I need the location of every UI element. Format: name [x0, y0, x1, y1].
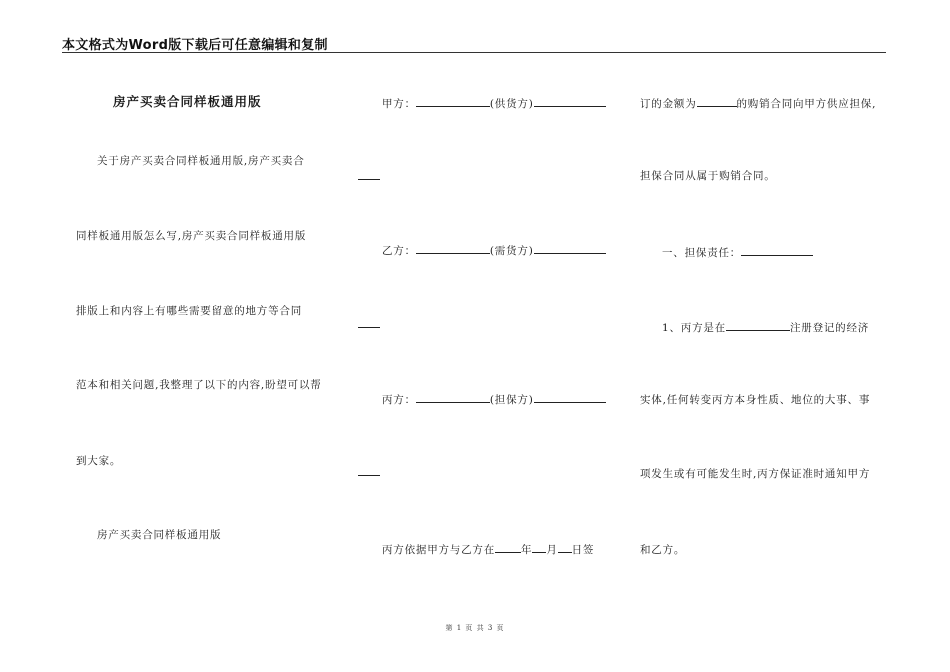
party-c-line: [382, 391, 606, 407]
party-b-role: (需货方): [489, 245, 534, 257]
clause-1-suffix: 注册登记的经济: [789, 322, 870, 334]
clause-1-line-2: 实体,任何转变丙方本身性质、地位的大事、事: [640, 394, 871, 406]
party-b-line: [382, 242, 606, 258]
clause-1-line-3: 项发生或有可能发生时,丙方保证准时通知甲方: [640, 468, 871, 480]
party-c-role: (担保方): [489, 394, 534, 406]
year-label: 年: [521, 544, 533, 556]
party-a-continuation-rule: [358, 179, 380, 180]
contract-subtitle: 房产买卖合同样板通用版: [97, 529, 222, 541]
intro-line-5: 到大家。: [76, 455, 122, 467]
party-c-label: 丙方：: [382, 394, 416, 406]
year-blank: [495, 541, 521, 553]
party-b-blank-2: [534, 242, 606, 254]
party-b-label: 乙方：: [382, 245, 416, 257]
guarantee-date-line: [382, 541, 594, 557]
party-c-name-blank: [416, 391, 490, 403]
subordinate-contract-line: 担保合同从属于购销合同。: [640, 170, 776, 182]
party-a-line: [382, 95, 606, 111]
header-divider: [62, 52, 886, 53]
party-a-role: (供货方): [489, 98, 534, 110]
amount-line: [640, 95, 876, 111]
month-label: 月: [546, 544, 558, 556]
document-header-banner: 本文格式为Word版下载后可任意编辑和复制: [62, 38, 328, 53]
page-number-footer: 第 1 页 共 3 页: [445, 624, 505, 632]
day-blank: [558, 541, 572, 553]
contract-title: 房产买卖合同样板通用版: [113, 94, 262, 109]
party-b-continuation-rule: [358, 327, 380, 328]
amount-blank: [697, 95, 737, 107]
responsibility-blank: [741, 244, 813, 256]
party-a-label: 甲方：: [382, 98, 416, 110]
clause-1-line-4: 和乙方。: [640, 544, 686, 556]
clause-1-prefix: 1、丙方是在: [662, 322, 726, 334]
clause-1-line-1: [662, 319, 869, 335]
intro-line-1: 关于房产买卖合同样板通用版,房产买卖合: [97, 155, 305, 167]
intro-line-3: 排版上和内容上有哪些需要留意的地方等合同: [76, 305, 302, 317]
section-1-label: 一、担保责任：: [662, 247, 742, 259]
intro-line-4: 范本和相关问题,我整理了以下的内容,盼望可以帮: [76, 379, 322, 391]
day-label: 日签: [571, 544, 595, 556]
amount-prefix: 订的金额为: [640, 98, 697, 110]
guarantee-date-prefix: 丙方依据甲方与乙方在: [382, 544, 495, 556]
party-c-blank-2: [534, 391, 606, 403]
party-c-continuation-rule: [358, 475, 380, 476]
guarantee-responsibility-heading: [662, 244, 813, 260]
amount-suffix: 的购销合同向甲方供应担保,: [736, 98, 877, 110]
intro-line-2: 同样板通用版怎么写,房产买卖合同样板通用版: [76, 230, 307, 242]
party-b-name-blank: [416, 242, 490, 254]
month-blank: [532, 541, 546, 553]
registration-place-blank: [726, 319, 790, 331]
party-a-blank-2: [534, 95, 606, 107]
party-a-name-blank: [416, 95, 490, 107]
